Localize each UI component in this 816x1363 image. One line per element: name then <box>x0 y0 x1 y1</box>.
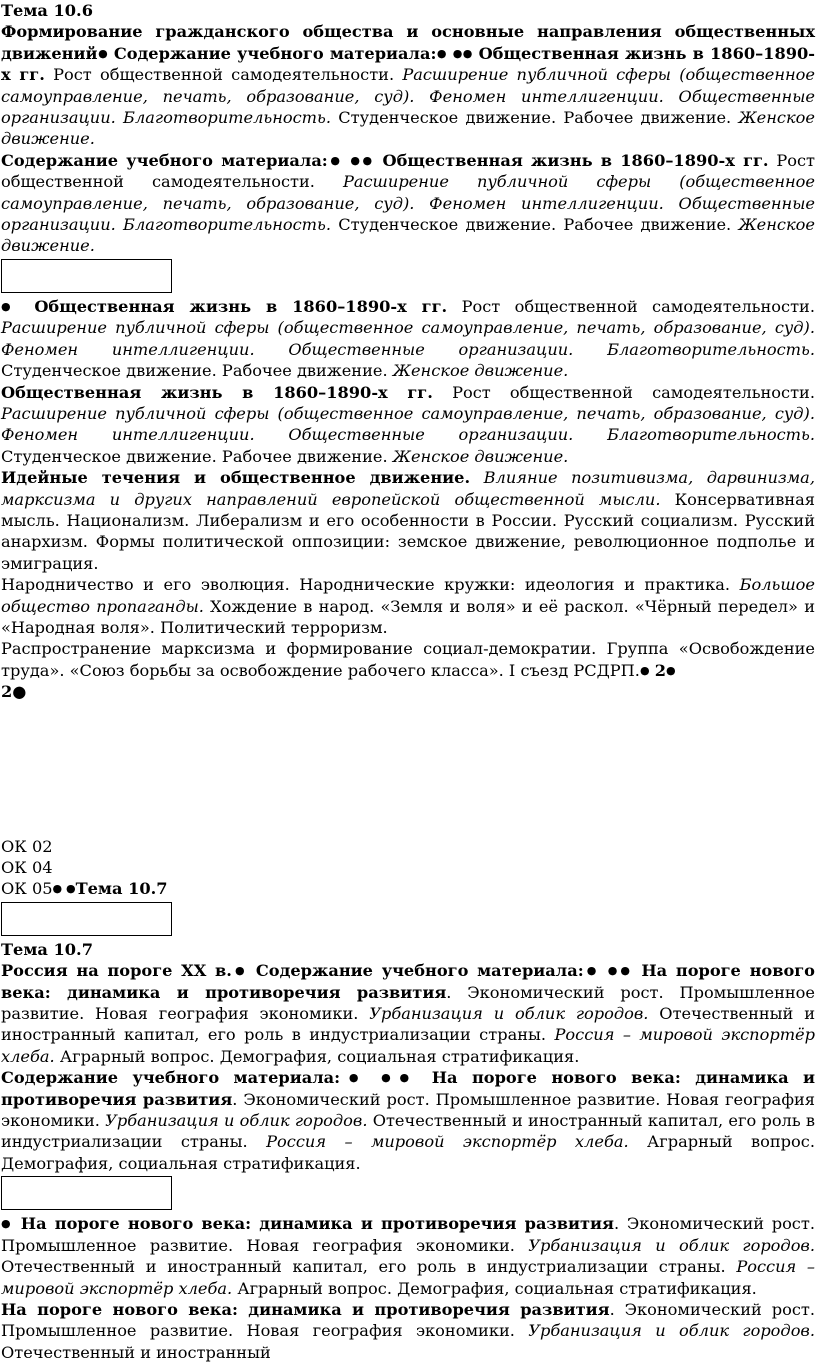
content-paragraph-6: Распространение марксизма и формирование социал-демократии. Группа «Освобождение труда». «Союз борьбы за освобождение рабочего класса». I съезд РСДРП.● 2● <box>1 639 815 680</box>
section-title: Россия на пороге XX в. <box>1 961 232 981</box>
empty-table-cell <box>1 259 172 293</box>
content-paragraph-5: Народничество и его эволюция. Народнические кружки: идеология и практика. Большое общество пропаганды. Хождение в народ. «Земля и воля» и её раскол. «Чёрный передел» и «Народная воля». Политический терроризм. <box>1 575 815 637</box>
content-paragraph-4: Идейные течения и общественное движение. Влияние позитивизма, дарвинизма, марксизма и других направлений европейской общественной мысли. Консервативная мысль. Национализм. Либерализм и его особенности в России. Русский социализм. Русский анархизм. Формы политической оппозиции: земское движение, революционное подполье и эмиграция. <box>1 468 815 573</box>
content-paragraph-1: Содержание учебного материала:● ●● Общественная жизнь в 1860–1890-х гг. Рост общественной самодеятельности. Расширение публичной сферы (общественное самоуправление, печать, образование, суд). Феномен интеллигенции. Общественные организации. Благотворительность. Студенческое движение. Рабочее движение. Женское движение. <box>1 150 815 256</box>
competence-ok04: ОК 04 <box>1 858 53 877</box>
section-title: Формирование гражданского общества и основные направления общественных движений <box>1 22 815 63</box>
section-paragraph-1: Формирование гражданского общества и основные направления общественных движений● Содержание учебного материала:● ●● Общественная жизнь в 1860–1890-х гг. Рост общественной самодеятельности. Расширение публичной сферы (общественное самоуправление, печать, образование, суд). Феномен интеллигенции. Общественные организации. Благотворительность. Студенческое движение. Рабочее движение. Женское движение. <box>1 22 815 149</box>
empty-table-cell <box>1 902 172 936</box>
section-paragraph-2: Россия на пороге XX в.● Содержание учебного материала:● ●● На пороге нового века: динамика и противоречия развития. Экономический рост. Промышленное развитие. Новая география экономики. Урбанизация и облик городов. Отечественный и иностранный капитал, его роль в индустриализации страны. Россия – мировой экспортёр хлеба. Аграрный вопрос. Демография, социальная стратификация. <box>1 961 815 1066</box>
empty-table-cell <box>1 1176 172 1210</box>
competence-ok05: ОК 05● ●Тема 10.7 <box>1 879 168 899</box>
topic-heading: Тема 10.6 <box>1 1 93 20</box>
content-paragraph-8: ● На пороге нового века: динамика и противоречия развития. Экономический рост. Промышленное развитие. Новая география экономики. Урбанизация и облик городов. Отечественный и иностранный капитал, его роль в индустриализации страны. Россия – мировой экспортёр хлеба. Аграрный вопрос. Демография, социальная стратификация. <box>1 1214 816 1298</box>
topic-heading: Тема 10.7 <box>1 939 93 959</box>
competence-ok02: ОК 02 <box>1 836 53 856</box>
hours-value: 2● <box>1 682 27 702</box>
content-paragraph-9: На пороге нового века: динамика и противоречия развития. Экономический рост. Промышленное развитие. Новая география экономики. Урбанизация и облик городов. Отечественный и иностранный <box>1 1299 816 1362</box>
content-paragraph-7: Содержание учебного материала:● ●● На пороге нового века: динамика и противоречия развития. Экономический рост. Промышленное развитие. Новая география экономики. Урбанизация и облик городов. Отечественный и иностранный капитал, его роль в индустриализации страны. Россия – мировой экспортёр хлеба. Аграрный вопрос. Демография, социальная стратификация. <box>1 1068 815 1173</box>
content-paragraph-3: Общественная жизнь в 1860–1890-х гг. Рост общественной самодеятельности. Расширение публичной сферы (общественное самоуправление, печать, образование, суд). Феномен интеллигенции. Общественные организации. Благотворительность. Студенческое движение. Рабочее движение. Женское движение. <box>1 382 815 466</box>
content-paragraph-2: ● Общественная жизнь в 1860–1890-х гг. Рост общественной самодеятельности. Расширение публичной сферы (общественное самоуправление, печать, образование, суд). Феномен интеллигенции. Общественные организации. Благотворительность. Студенческое движение. Рабочее движение. Женское движение. <box>1 296 815 381</box>
blank-space <box>1 703 815 836</box>
